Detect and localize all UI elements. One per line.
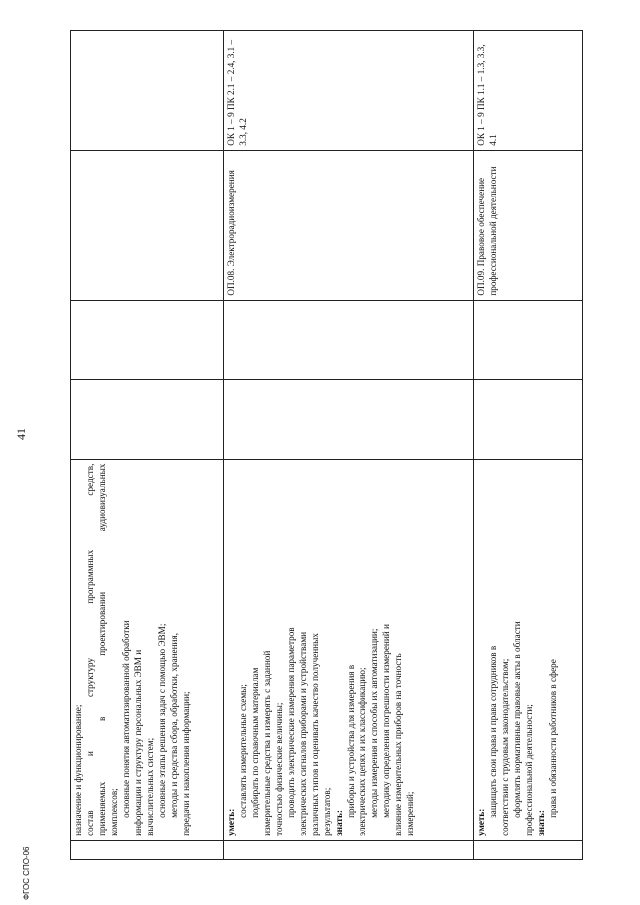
empty-cell: [224, 380, 474, 459]
empty-cell: [71, 380, 224, 459]
competencies-cell: [71, 31, 224, 151]
page-number: 41: [14, 428, 28, 440]
discipline-cell: ОП.08. Электрорадиоизмерения: [224, 150, 474, 300]
empty-cell: [224, 300, 474, 379]
content-cell: назначение и функционирование; состав и структуру программных средств, применяемых в проектировании аудиовизуальных комплексов; основные понятия автоматизированной обработки информации и структуру персональных ЭВМ и вычислительных систем; основные этапы решения задач с помощью ЭВМ; методы и средства сбора, обработки, хранения, передачи и накопления информации;: [71, 459, 224, 840]
discipline-cell: ОП.09. Правовое обеспечение профессиональной деятельности: [474, 150, 583, 300]
table-row: [71, 31, 224, 860]
index-cell: [474, 840, 583, 859]
competency-table: [70, 30, 583, 860]
table-row: [474, 31, 583, 860]
content-cell: уметь: защищать свои права и права сотрудников в соответствии с трудовым законодательством; оформлять нормативные правовые акты в области профессиональной деятельности; знать: права и обязанности работников в сфере: [474, 459, 583, 840]
competencies-cell: ОК 1 – 9 ПК 1.1 – 1.3, 3.3, 4.1: [474, 31, 583, 151]
table-row: [224, 31, 474, 860]
competencies-cell: ОК 1 – 9 ПК 2.1 – 2.4, 3.1 – 3.3, 4.2: [224, 31, 474, 151]
empty-cell: [474, 300, 583, 379]
footer-label: ФГОС СПО-06: [22, 846, 31, 900]
content-cell: уметь: составлять измерительные схемы; подбирать по справочным материалам измерительные средства и измерять с заданной точностью физические величины; проводить электрические измерения параметров электрических сигналов приборами и устройствами различных типов и оценивать качество полученных результатов; знать: приборы и устройства для измерения в электрических цепях и их классификацию; методы измерения и способы их автоматизации; методику определения погрешности измерений и влияние измерительных приборов на точность измерений;: [224, 459, 474, 840]
empty-cell: [71, 300, 224, 379]
discipline-cell: [71, 150, 224, 300]
index-cell: [71, 840, 224, 859]
index-cell: [224, 840, 474, 859]
empty-cell: [474, 380, 583, 459]
rotated-table-container: [70, 30, 570, 860]
